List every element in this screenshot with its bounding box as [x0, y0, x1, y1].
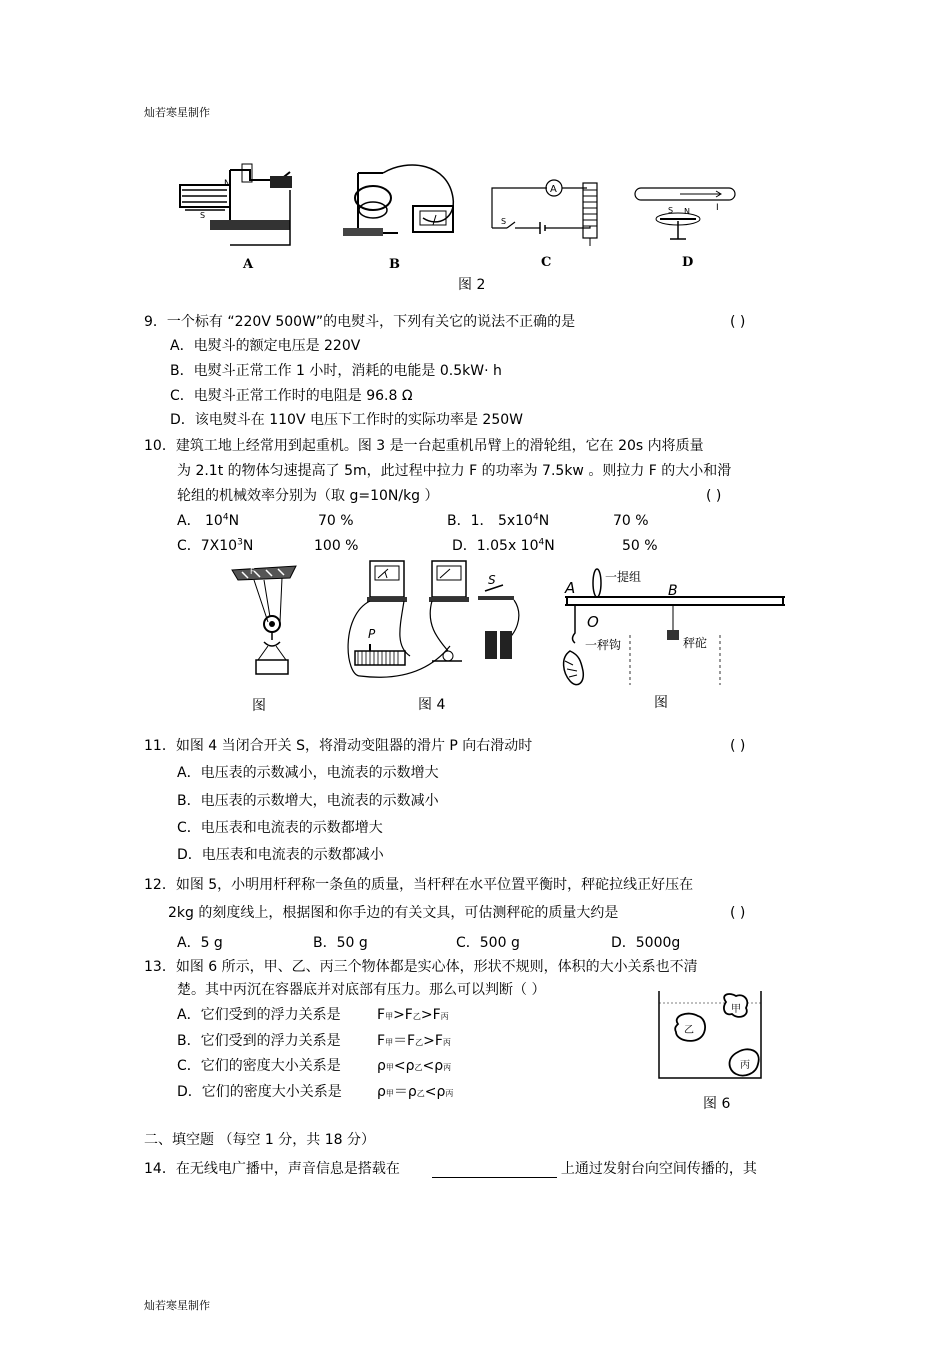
q13-option-b-expr: F甲＝F乙>F丙: [377, 1033, 451, 1049]
fig2-current-symbol: I: [716, 203, 719, 213]
q9-stem: 9．一个标有 “220V 500W”的电熨斗，下列有关它的说法不正确的是: [144, 314, 576, 330]
fig6-object-jia: 甲: [731, 1004, 741, 1015]
q10-line2: 为 2.1t 的物体匀速提高了 5m，此过程中拉力 F 的功率为 7.5kw 。则拉力 F 的大小和滑: [177, 463, 732, 479]
fig2-b-apparatus: [328, 158, 458, 243]
q13-option-c: C．它们的密度大小关系是: [177, 1058, 341, 1074]
q12-line1: 12．如图 5，小明用杆秤称一条鱼的质量，当杆秤在水平位置平衡时，秤砣拉线正好压在: [144, 877, 694, 893]
q10-line1: 10．建筑工地上经常用到起重机。图 3 是一台起重机吊臂上的滑轮组，它在 20s 内将质量: [144, 438, 704, 454]
q13-line2: 楚。其中丙沉在容器底并对底部有压力。那么可以判断（ ）: [177, 982, 546, 998]
fig6-caption: 图 6: [703, 1096, 731, 1112]
fig5-hook-label: 一秤钩: [585, 638, 622, 652]
fig6-object-bing: 丙: [740, 1060, 750, 1071]
fig4-slider-label: P: [368, 627, 376, 641]
q13-option-c-expr: ρ甲<ρ乙<ρ丙: [377, 1058, 452, 1074]
q13-option-a-expr: F甲>F乙>F丙: [377, 1007, 449, 1023]
fig5-steelyard: [555, 563, 785, 693]
fig4-circuit: [340, 556, 525, 686]
q9-answer-paren: ( ): [730, 314, 746, 330]
fig4-switch-label: S: [488, 573, 496, 587]
q13-option-a: A．它们受到的浮力关系是: [177, 1007, 341, 1023]
q13-option-b: B．它们受到的浮力关系是: [177, 1033, 341, 1049]
fig2-switch-symbol: S: [501, 217, 507, 226]
q12-option-b: B．50 g: [313, 935, 368, 951]
fig6-container: [658, 990, 763, 1080]
q9-option-a: A．电熨斗的额定电压是 220V: [170, 338, 361, 354]
q11-option-a: A．电压表的示数减小，电流表的示数增大: [177, 765, 439, 781]
q10-option-d-efficiency: 50 %: [622, 538, 658, 554]
fig5-weight-label: 秤砣: [683, 636, 708, 650]
fig2-caption: 图 2: [458, 277, 486, 293]
fig2-compass-s: S: [668, 206, 674, 215]
q13-option-d-expr: ρ甲＝ρ乙<ρ丙: [377, 1084, 454, 1100]
fig5-point-a: A: [565, 579, 576, 597]
q10-option-a-efficiency: 70 %: [318, 513, 354, 529]
q9-option-d: D．该电熨斗在 110V 电压下工作时的实际功率是 250W: [170, 412, 523, 428]
q9-option-b: B．电熨斗正常工作 1 小时，消耗的电能是 0.5kW· h: [170, 363, 502, 379]
q12-option-a: A．5 g: [177, 935, 223, 951]
q14-text-after: 上通过发射台向空间传播的，其: [560, 1161, 757, 1177]
q12-option-d: D．5000g: [611, 935, 681, 951]
fig5-point-b: B: [668, 583, 678, 599]
q11-option-c: C．电压表和电流表的示数都增大: [177, 820, 383, 836]
fig3-crane-pulley: [224, 562, 299, 682]
svg-text:N: N: [224, 179, 231, 189]
svg-text:S: S: [200, 211, 206, 220]
q10-option-b: B．1． $5x10^4N$: [447, 512, 550, 529]
q11-option-b: B．电压表的示数增大，电流表的示数减小: [177, 793, 439, 809]
q12-line2: 2kg 的刻度线上，根据图和你手边的有关文具，可估测秤砣的质量大约是: [168, 905, 619, 921]
q11-answer-paren: ( ): [730, 738, 746, 754]
fig3-caption: 图: [252, 698, 266, 714]
q10-option-a: A． $10^4N$: [177, 512, 240, 529]
q10-line3: 轮组的机械效率分别为（取 g=10N/kg ）: [177, 488, 439, 504]
q14-blank[interactable]: [432, 1163, 557, 1178]
fig2-label-c: C: [541, 255, 552, 270]
q11-option-d: D．电压表和电流表的示数都减小: [177, 847, 384, 863]
q10-option-c-efficiency: 100 %: [314, 538, 359, 554]
fig2-label-a: A: [243, 257, 254, 272]
q11-stem: 11．如图 4 当闭合开关 S，将滑动变阻器的滑片 P 向右滑动时: [144, 738, 533, 754]
q9-option-c: C．电熨斗正常工作时的电阻是 96.8 Ω: [170, 388, 413, 404]
q12-answer-paren: ( ): [730, 905, 746, 921]
fig2-d-oersted: [630, 183, 745, 253]
fig6-object-yi: 乙: [684, 1025, 694, 1036]
fig2-label-b: B: [389, 257, 400, 272]
q13-option-d: D．它们的密度大小关系是: [177, 1084, 342, 1100]
page-header: 灿若寒星制作: [144, 106, 210, 119]
fig5-caption: 图: [654, 695, 668, 711]
q12-option-c: C．500 g: [456, 935, 520, 951]
q10-option-b-efficiency: 70 %: [613, 513, 649, 529]
q13-line1: 13．如图 6 所示，甲、乙、丙三个物体都是实心体，形状不规则，体积的大小关系也不清: [144, 959, 698, 975]
fig4-caption: 图 4: [418, 697, 446, 713]
section2-title: 二、填空题 （每空 1 分，共 18 分）: [144, 1132, 375, 1148]
q14-line: [144, 1160, 757, 1178]
fig2-compass-n: N: [684, 207, 690, 216]
fig5-handle-label: 一提组: [605, 570, 642, 584]
q14-text-before: 14．在无线电广播中，声音信息是搭载在: [144, 1161, 400, 1177]
q10-answer-paren: ( ): [706, 488, 722, 504]
q10-option-d: D．1.05x $10^4N$: [452, 537, 555, 554]
fig3-force-label: F: [250, 567, 255, 576]
fig5-pivot-o: O: [587, 613, 599, 631]
fig2-ammeter-symbol: A: [550, 184, 557, 195]
q10-option-c: C．$7X10^3N$: [177, 537, 254, 554]
fig2-c-circuit: [487, 178, 612, 250]
fig2-a-apparatus: [170, 160, 310, 250]
page-footer: 灿若寒星制作: [144, 1299, 210, 1312]
fig2-label-d: D: [682, 255, 694, 270]
